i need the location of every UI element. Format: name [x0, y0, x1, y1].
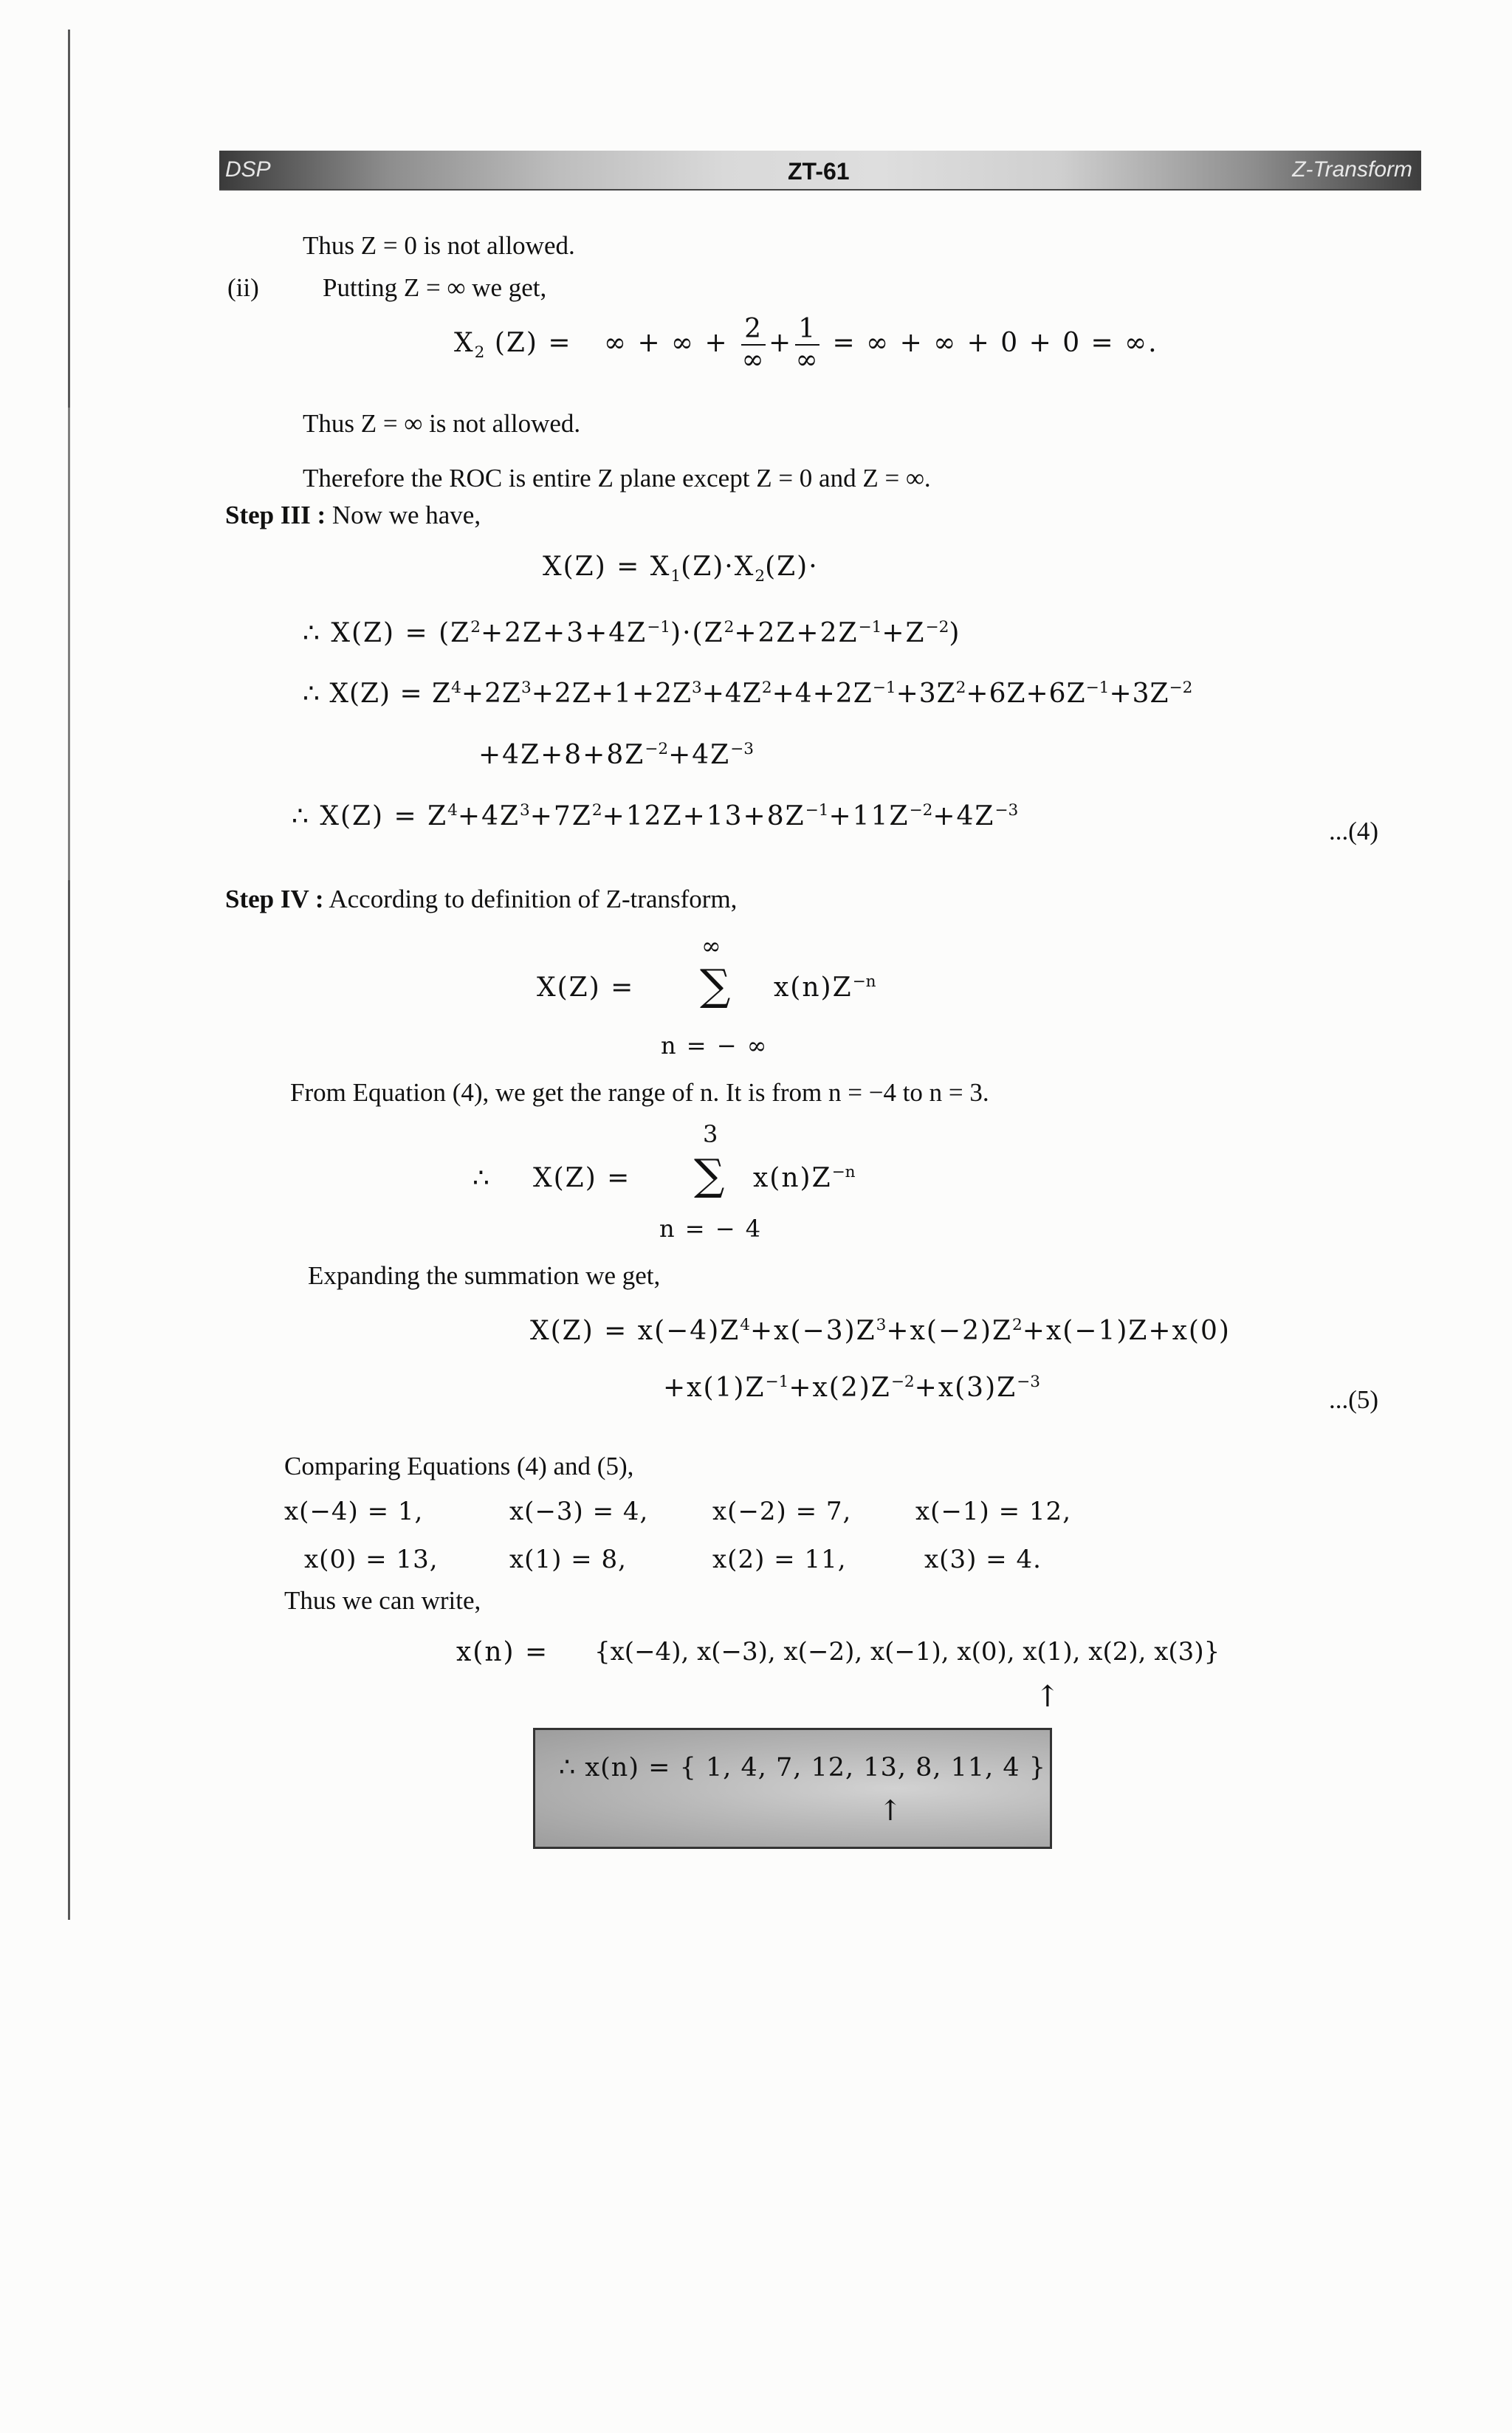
page-header [219, 151, 1421, 191]
fraction [741, 316, 766, 374]
origin-arrow: ↑ [1035, 1680, 1062, 1714]
equation-expanded-sum: $X(Z) = x(-4)Z^4+x(-3)Z^3+x(-2)Z^2+x(-1)Z+x(0)$ [530, 1316, 1231, 1346]
eq-part: ∞ + ∞ + [604, 328, 729, 358]
step-heading [225, 502, 481, 528]
value-cell: x(0) = 13, [304, 1545, 439, 1574]
sigma-symbol: ∑ [694, 1150, 726, 1200]
sequence-rhs: {x(−4), x(−3), x(−2), x(−1), x(0), x(1), x(2), x(3)} [594, 1637, 1220, 1667]
value-cell: x(−1) = 12, [915, 1497, 1071, 1526]
text-line: Thus Z = ∞ is not allowed. [303, 409, 581, 438]
value-cell: x(1) = 8, [509, 1545, 627, 1574]
fraction-numerator: 2 [741, 316, 766, 346]
equation-expanded-product: ∴ $X(Z) = (Z^2+2Z+3+4Z^{-1})\cdot(Z^2+2Z+2Z^{-1}+Z^{-2})$ [303, 618, 961, 648]
sum-lower-limit: n = − ∞ [661, 1032, 769, 1060]
item-label: (ii) [227, 273, 259, 302]
binding-edge [68, 30, 70, 1920]
result-text: ∴ x(n) = { 1, 4, 7, 12, 13, 8, 11, 4 } [559, 1753, 1047, 1782]
sum-lhs: X(Z) = [537, 972, 635, 1003]
fraction-denominator: ∞ [741, 345, 766, 375]
text-line: Thus Z = 0 is not allowed. [303, 231, 575, 260]
step-text: Now we have, [331, 501, 481, 529]
eq-arg: (Z) = [494, 328, 572, 358]
sum-term: $x(n)Z^{-n}$ [774, 972, 876, 1003]
step-heading [225, 886, 737, 912]
step-label: Step IV : [225, 885, 324, 913]
value-cell: x(2) = 11, [712, 1545, 847, 1574]
header-chapter-title: Z-Transform [1292, 157, 1412, 182]
sum-upper-limit: ∞ [701, 932, 723, 960]
text-line: Expanding the summation we get, [308, 1261, 661, 1290]
step-text: According to definition of Z-transform, [329, 885, 738, 913]
fraction [795, 316, 819, 374]
eq-sub: 2 [474, 343, 485, 363]
value-cell: x(−2) = 7, [712, 1497, 852, 1526]
text-line: From Equation (4), we get the range of n. It is from n = −4 to n = 3. [290, 1078, 989, 1107]
sum-lower-limit: n = − 4 [659, 1215, 763, 1243]
result-origin-arrow: ↑ [879, 1794, 904, 1827]
step-label: Step III : [225, 501, 326, 529]
equation-x2-infinity [454, 316, 1158, 374]
sequence-lhs: x(n) = [456, 1637, 549, 1667]
sum-term-text: x(n)Z [774, 972, 853, 1003]
therefore-symbol: ∴ [472, 1163, 491, 1193]
equation-tag: ...(4) [1329, 817, 1379, 845]
sum-upper-limit: 3 [703, 1120, 720, 1148]
equation-tag: ...(5) [1329, 1385, 1379, 1414]
header-left-text: DSP [225, 157, 271, 182]
equation-product: $X(Z) = X_1(Z)\cdot X_2(Z)\cdot$ [543, 552, 819, 586]
page-number: ZT-61 [788, 158, 850, 185]
equation-4: ∴ $X(Z) = Z^4+4Z^3+7Z^2+12Z+13+8Z^{-1}+11Z^{-2}+4Z^{-3}$ [292, 801, 1019, 831]
text-line: Therefore the ROC is entire Z plane except Z = 0 and Z = ∞. [303, 464, 931, 493]
eq-part: = ∞ + ∞ + 0 + 0 = ∞. [832, 328, 1158, 358]
eq-plus: + [769, 328, 793, 358]
result-box [533, 1728, 1052, 1849]
sum-lhs: X(Z) = [533, 1163, 631, 1193]
eq-lhs: X [454, 328, 475, 358]
text-line: Comparing Equations (4) and (5), [284, 1452, 634, 1480]
value-cell: x(−4) = 1, [284, 1497, 424, 1526]
value-cell: x(−3) = 4, [509, 1497, 649, 1526]
text-line: Putting Z = ∞ we get, [323, 273, 547, 302]
sigma-symbol: ∑ [700, 960, 732, 1010]
equation-multiplied: ∴ $X(Z) = Z^4+2Z^3+2Z+1+2Z^3+4Z^2+4+2Z^{-1}+3Z^2+6Z+6Z^{-1}+3Z^{-2}$ [303, 679, 1193, 709]
fraction-numerator: 1 [795, 316, 819, 346]
text-line: Thus we can write, [284, 1586, 481, 1615]
equation-expanded-sum-cont: $+x(1)Z^{-1}+x(2)Z^{-2}+x(3)Z^{-3}$ [663, 1373, 1040, 1403]
sum-term: $x(n)Z^{-n}$ [753, 1163, 856, 1193]
equation-multiplied-cont: $+4Z+8+8Z^{-2}+4Z^{-3}$ [478, 740, 755, 770]
fraction-denominator: ∞ [795, 345, 819, 375]
sum-term-text: x(n)Z [753, 1163, 832, 1193]
value-cell: x(3) = 4. [924, 1545, 1042, 1574]
